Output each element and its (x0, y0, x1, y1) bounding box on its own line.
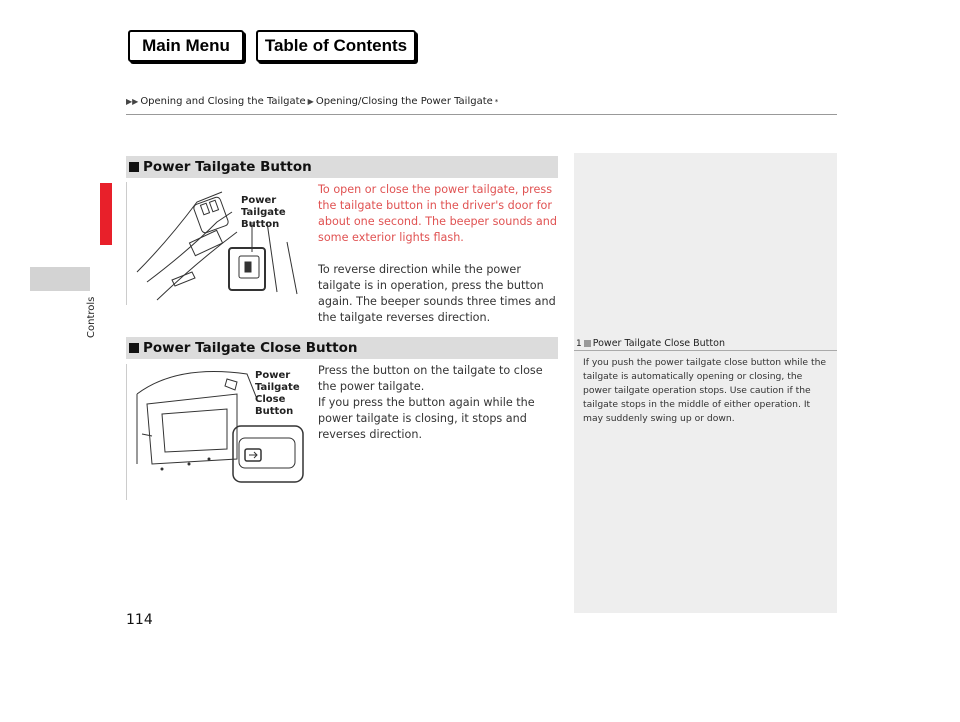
square-bullet-icon (129, 343, 139, 353)
table-of-contents-button[interactable]: Table of Contents (256, 30, 416, 62)
note-number: 1 (576, 338, 582, 349)
section-2-body (318, 363, 562, 443)
section-heading-text: Power Tailgate Close Button (143, 340, 358, 356)
section-1-body (318, 182, 562, 326)
section-label: Controls (86, 296, 97, 338)
illustration-tailgate (126, 364, 308, 500)
section-marker (100, 183, 112, 245)
callout-label: Power Tailgate Close Button (255, 370, 300, 417)
close-reverse-text: If you press the button again while the power tailgate is closing, it stops and reverses direction. (318, 396, 535, 441)
illustration-driver-door (126, 182, 308, 305)
main-menu-button[interactable]: Main Menu (128, 30, 244, 62)
note-rule (574, 350, 837, 351)
breadcrumb-current: Opening/Closing the Power Tailgate (315, 96, 493, 107)
page-number: 114 (126, 612, 153, 628)
note-heading (576, 338, 837, 349)
note-body: If you push the power tailgate close button while the tailgate is automatically opening or closing, the power tailgate operation stops. Use caution if the tailgate stops in the middle of either operation. It may suddenly swing up or down. (583, 357, 827, 424)
header-rule (126, 114, 837, 115)
note-box-icon (584, 340, 591, 347)
section-heading-power-tailgate-close-button (126, 337, 558, 359)
reverse-text: To reverse direction while the power tailgate is in operation, press the button again. The beeper sounds three times and the tailgate reverses direction. (318, 263, 556, 324)
breadcrumb-arrow-icon: ▶ (307, 97, 314, 106)
section-heading-text: Power Tailgate Button (143, 159, 312, 175)
section-heading-power-tailgate-button (126, 156, 558, 178)
breadcrumb-arrow-icon: ▶▶ (126, 97, 139, 106)
note-title: Power Tailgate Close Button (592, 338, 725, 349)
breadcrumb (126, 96, 498, 107)
square-bullet-icon (129, 162, 139, 172)
callout-label: Power Tailgate Button (241, 195, 286, 230)
breadcrumb-link-tailgate[interactable]: Opening and Closing the Tailgate (140, 96, 306, 107)
option-asterisk: * (494, 97, 499, 106)
instruction-text: To open or close the power tailgate, press the tailgate button in the driver's door for about one second. The beeper sounds and some exterior lights flash. (318, 183, 557, 244)
section-tab (30, 267, 90, 291)
close-instruction-text: Press the button on the tailgate to close the power tailgate. (318, 364, 543, 393)
